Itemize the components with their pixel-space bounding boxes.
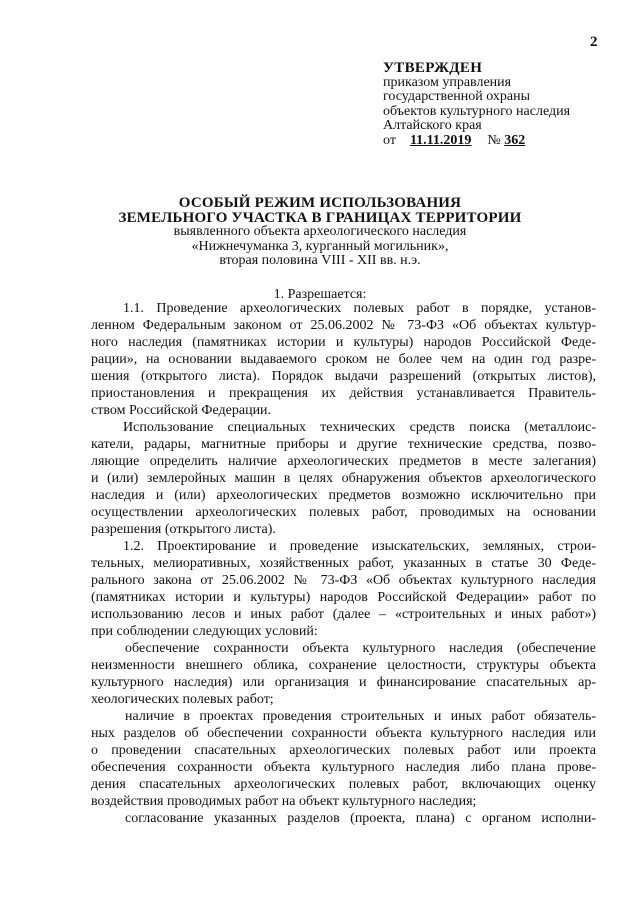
approval-block [383, 61, 623, 148]
title-line: ЗЕМЕЛЬНОГО УЧАСТКА В ГРАНИЦАХ ТЕРРИТОРИИ [118, 209, 522, 226]
body-line: хеологических полевых работ; [91, 692, 274, 707]
body-line: рации», на основании выдаваемого сроком не более чем на один год разре- [91, 352, 596, 367]
body-line: о проведении спасательных археологических полевых работ или проекта [91, 743, 596, 758]
body-line: разрешения (открытого листа). [91, 522, 276, 537]
document-body [91, 300, 596, 827]
body-line: обеспечения сохранности объекта культурного наследия либо плана прове- [91, 760, 596, 775]
page-number: 2 [590, 34, 598, 50]
body-line: (памятниках истории и культуры) народов Российской Федерации» работ по [91, 590, 596, 605]
body-line: катели, радары, магнитные приборы и другие технические средства, позво- [91, 437, 596, 452]
body-line: культурного наследия) или организация и финансирование спасательных ар- [91, 675, 596, 690]
approval-heading: УТВЕРЖДЕН [383, 60, 483, 76]
approval-line: приказом управления [383, 74, 512, 90]
body-line: 1.2. Проектирование и проведение изыскательских, земляных, строи- [123, 539, 596, 554]
body-line: ством Российской Федерации. [91, 403, 272, 418]
body-line: ляющие определить наличие археологических предметов в месте залегания) [91, 454, 596, 469]
body-line: при соблюдении следующих условий: [91, 624, 318, 639]
title-line: «Нижнечуманка 3, курганный могильник», [191, 238, 449, 254]
approval-date: 11.11.2019 [409, 132, 472, 148]
body-line: и (или) землеройных машин в целях обнаружения объектов археологического [91, 471, 596, 486]
body-line: наследия и (или) археологических предметов возможно исключительно при [91, 488, 596, 503]
body-line: дения спасательных археологических полевых работ, включающих оценку [91, 777, 596, 792]
body-line: обеспечение сохранности объекта культурного наследия (обеспечение [125, 641, 596, 656]
body-line: наличие в проектах проведения строительных и иных работ обязатель- [125, 709, 596, 724]
body-line: Использование специальных технических средств поиска (металлоис- [123, 420, 596, 435]
section-heading: 1. Разрешается: [273, 287, 367, 302]
body-line: приостановления и прекращения их действия устанавливается Правитель- [91, 386, 596, 401]
approval-number: 362 [504, 132, 526, 148]
body-line: тельных, мелиоративных, хозяйственных работ, указанных в статье 30 Феде- [91, 556, 596, 571]
number-label: № [487, 132, 501, 148]
body-line: рального закона от 25.06.2002 № 73-ФЗ «Об объектах культурного наследия [91, 573, 596, 588]
body-line: использованию лесов и иных работ (далее – «строительных и иных работ») [91, 607, 596, 622]
body-line: ных разделов об обеспечении сохранности объекта культурного наследия или [91, 726, 596, 741]
document-title [70, 196, 570, 269]
date-prefix: от [383, 132, 396, 148]
title-line: ОСОБЫЙ РЕЖИМ ИСПОЛЬЗОВАНИЯ [178, 195, 462, 211]
body-line: осуществлении археологических полевых работ, проводимых на основании [91, 505, 596, 520]
body-line: ного наследия (памятниках истории и культуры) народов Российской Феде- [91, 335, 596, 350]
body-line: согласование указанных разделов (проекта, плана) с органом исполни- [125, 811, 596, 826]
body-line: неизменности внешнего облика, сохранение целостности, структуры объекта [91, 658, 596, 673]
body-line: шения (открытого листа). Порядок выдачи разрешений (открытых листов), [91, 369, 596, 384]
body-line: воздействия проводимых работ на объект культурного наследия; [91, 794, 477, 809]
body-line: 1.1. Проведение археологических полевых работ в порядке, установ- [123, 301, 596, 316]
approval-line: государственной охраны [383, 89, 531, 104]
body-line: ленном Федеральным законом от 25.06.2002 № 73-ФЗ «Об объектах культур- [91, 318, 596, 333]
approval-date-line [383, 134, 623, 149]
approval-line: Алтайского края [383, 118, 482, 133]
title-line: выявленного объекта археологического наследия [173, 224, 467, 239]
title-line: вторая половина VIII - XII вв. н.э. [219, 253, 421, 268]
approval-line: объектов культурного наследия [383, 103, 571, 119]
